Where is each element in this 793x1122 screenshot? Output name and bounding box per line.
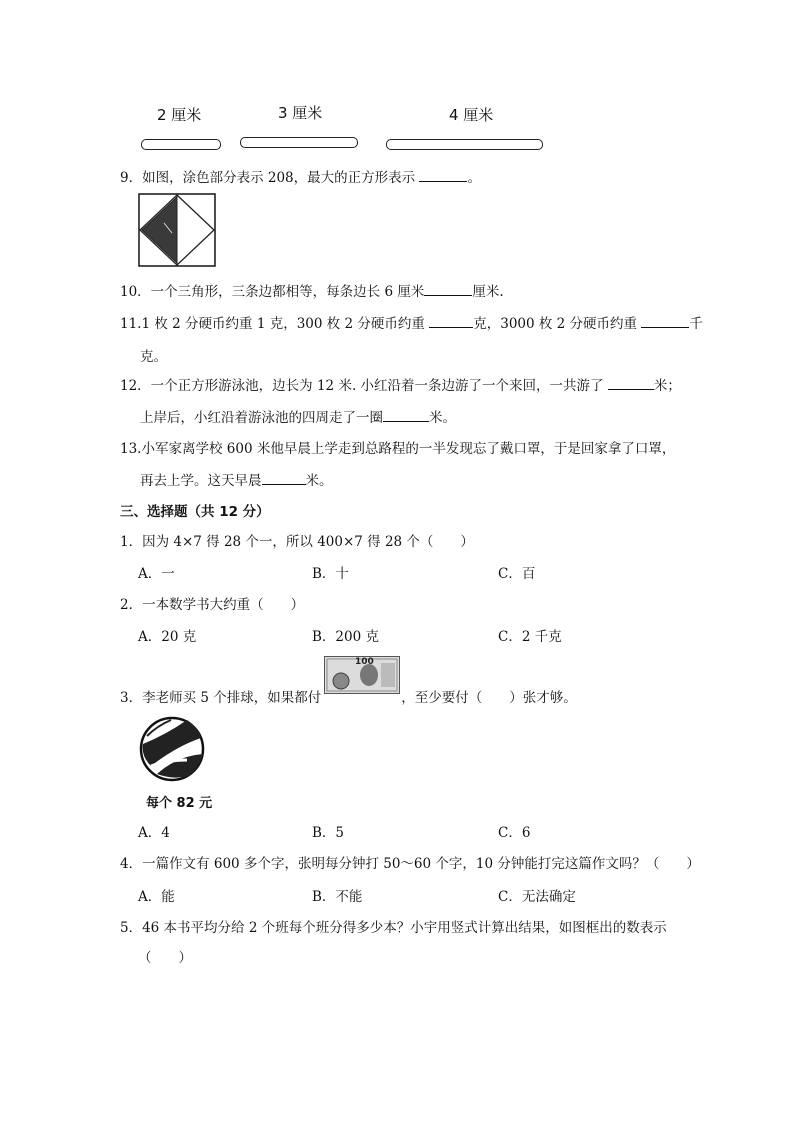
question-11-line2: 克。 xyxy=(140,349,167,365)
stick-label-3cm: 3 厘米 xyxy=(278,104,323,122)
section-heading: 三、选择题（共 12 分） xyxy=(120,504,270,520)
question-12: 12．一个正方形游泳池，边长为 12 米. 小红沿着一条边游了一个来回，一共游了 米； xyxy=(120,374,681,394)
stick-2cm xyxy=(141,139,221,150)
answer-blank[interactable] xyxy=(608,375,654,390)
stick-label-2cm: 2 厘米 xyxy=(157,106,202,124)
choice-1-option-b[interactable]: B．十 xyxy=(312,566,349,582)
choice-question-4: 4．一篇作文有 600 多个字，张明每分钟打 50～60 个字，10 分钟能打完这篇作文吗？（ ） xyxy=(120,856,700,872)
question-12-line2: 上岸后，小红沿着游泳池的四周走了一圈 米。 xyxy=(140,406,456,426)
choice-question-5-line2: （ ） xyxy=(138,950,192,966)
stick-3cm xyxy=(240,137,358,148)
choice-1-option-a[interactable]: A．一 xyxy=(138,566,175,582)
question-9: 9．如图，涂色部分表示 208，最大的正方形表示 。 xyxy=(120,166,481,186)
question-11: 11.1 枚 2 分硬币约重 1 克，300 枚 2 分硬币约重 克，3000 枚 2 分硬币约重 千 xyxy=(120,312,703,332)
choice-2-option-b[interactable]: B．200 克 xyxy=(312,629,379,645)
choice-4-option-b[interactable]: B．不能 xyxy=(312,889,363,905)
answer-blank[interactable] xyxy=(429,313,473,328)
choice-4-option-a[interactable]: A．能 xyxy=(138,889,175,905)
answer-blank[interactable] xyxy=(641,313,689,328)
banknote-image xyxy=(324,656,400,694)
choice-question-5: 5．46 本书平均分给 2 个班每个班分得多少本？小宇用竖式计算出结果，如图框出的数表示 xyxy=(120,920,667,936)
question-13-line2: 再去上学。这天早晨 米。 xyxy=(140,469,333,489)
square-diagram xyxy=(138,193,216,267)
stick-label-4cm: 4 厘米 xyxy=(449,106,494,124)
choice-3-option-a[interactable]: A．4 xyxy=(138,825,170,841)
choice-1-option-c[interactable]: C．百 xyxy=(498,566,536,582)
choice-2-option-c[interactable]: C．2 千克 xyxy=(498,629,562,645)
stick-4cm xyxy=(386,139,543,150)
choice-question-3: 3．李老师买 5 个排球，如果都付 ，至少要付（ ）张才够。 xyxy=(120,690,577,706)
answer-blank[interactable] xyxy=(262,470,306,485)
answer-blank[interactable] xyxy=(419,167,467,182)
choice-3-option-c[interactable]: C．6 xyxy=(498,825,531,841)
question-10: 10．一个三角形，三条边都相等，每条边长 6 厘米 厘米. xyxy=(120,280,504,300)
answer-blank[interactable] xyxy=(383,407,429,422)
choice-4-option-c[interactable]: C．无法确定 xyxy=(498,889,576,905)
choice-3-option-b[interactable]: B．5 xyxy=(312,825,345,841)
banknote-value: 100 xyxy=(355,657,374,667)
ball-price-caption: 每个 82 元 xyxy=(146,796,213,811)
choice-2-option-a[interactable]: A．20 克 xyxy=(138,629,197,645)
choice-question-2: 2．一本数学书大约重（ ） xyxy=(120,597,305,613)
volleyball-image xyxy=(137,716,207,782)
choice-question-1: 1．因为 4×7 得 28 个一，所以 400×7 得 28 个（ ） xyxy=(120,534,474,550)
answer-blank[interactable] xyxy=(424,281,472,296)
question-13: 13.小军家离学校 600 米他早晨上学走到总路程的一半发现忘了戴口罩，于是回家拿了口罩， xyxy=(120,441,676,457)
